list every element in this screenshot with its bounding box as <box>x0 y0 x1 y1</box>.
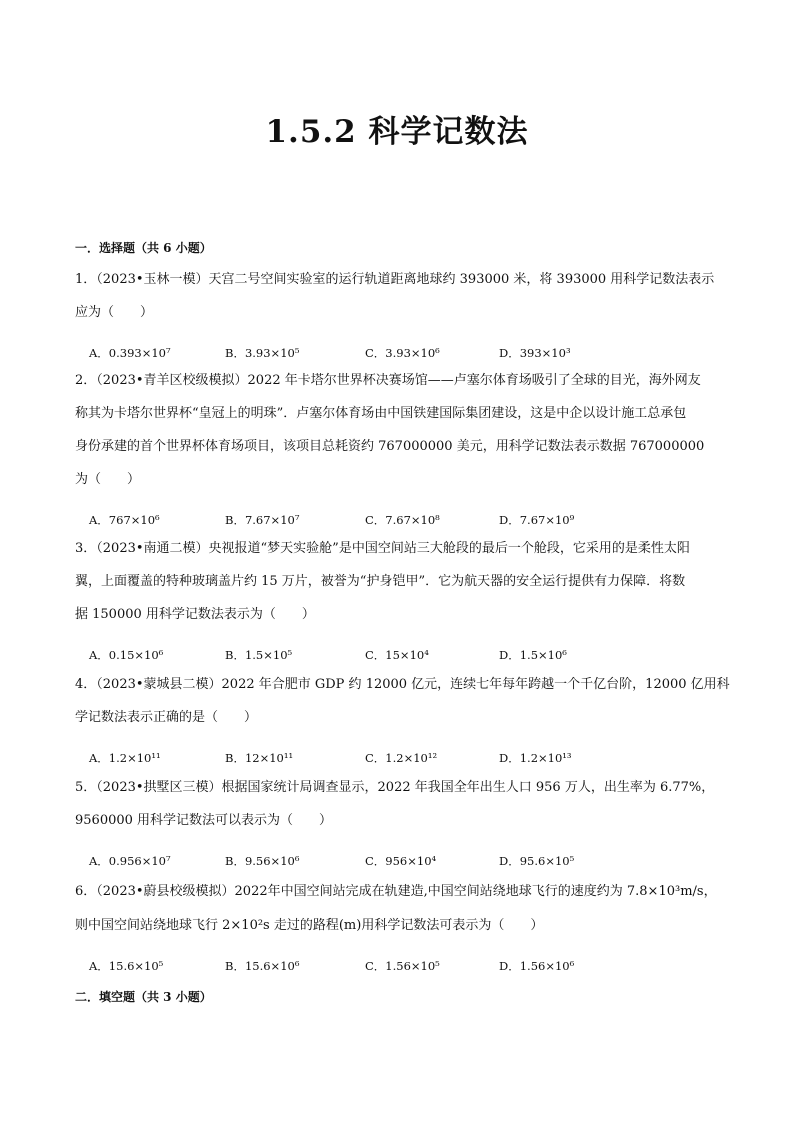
option-a: A．767×10⁶ <box>89 513 160 527</box>
question-2-line-1: 2．（2023•青羊区校级模拟）2022 年卡塔尔世界杯决赛场馆——卢塞尔体育场吸引了全球的目光，海外网友 <box>75 373 701 388</box>
option-c: C．3.93×10⁶ <box>365 346 440 360</box>
question-6-line-1: 6．（2023•蔚县校级模拟）2022年中国空间站完成在轨建造,中国空间站绕地球飞行的速度约为 7.8×10³m/s， <box>75 884 717 899</box>
question-2-line-4: 为（ ） <box>75 472 141 487</box>
option-a: A．0.956×10⁷ <box>89 854 171 868</box>
section-heading-fill-in: 二．填空题（共 3 小题） <box>75 990 212 1004</box>
question-1-line-2: 应为（ ） <box>75 305 154 320</box>
option-a: A．1.2×10¹¹ <box>89 751 161 765</box>
question-3-line-2: 翼，上面覆盖的特种玻璃盖片约 15 万片，被誉为“护身铠甲”．它为航天器的安全运行提供有力保障．将数 <box>75 574 686 589</box>
option-c: C．1.2×10¹² <box>365 751 438 765</box>
option-d: D．1.5×10⁶ <box>499 648 567 662</box>
question-6-line-2: 则中国空间站绕地球飞行 2×10²s 走过的路程(m)用科学记数法可表示为（ ） <box>75 918 544 933</box>
option-a: A．0.15×10⁶ <box>89 648 164 662</box>
option-b: B．9.56×10⁶ <box>225 854 300 868</box>
page-title: 1.5.2 科学记数法 <box>265 114 529 150</box>
option-c: C．1.56×10⁵ <box>365 959 440 973</box>
option-b: B．3.93×10⁵ <box>225 346 300 360</box>
option-c: C．7.67×10⁸ <box>365 513 440 527</box>
option-b: B．12×10¹¹ <box>225 751 294 765</box>
option-a: A．0.393×10⁷ <box>89 346 171 360</box>
question-5-line-2: 9560000 用科学记数法可以表示为（ ） <box>75 813 333 828</box>
question-1-line-1: 1．（2023•玉林一模）天宫二号空间实验室的运行轨道距离地球约 393000 米，将 393000 用科学记数法表示 <box>75 272 715 287</box>
option-d: D．7.67×10⁹ <box>499 513 575 527</box>
question-4-line-2: 学记数法表示正确的是（ ） <box>75 710 258 725</box>
option-c: C．956×10⁴ <box>365 854 437 868</box>
question-5-line-1: 5．（2023•拱墅区三模）根据国家统计局调查显示，2022 年我国全年出生人口 956 万人，出生率为 6.77%， <box>75 780 715 795</box>
option-a: A．15.6×10⁵ <box>89 959 164 973</box>
option-d: D．393×10³ <box>499 346 571 360</box>
option-b: B．7.67×10⁷ <box>225 513 300 527</box>
option-b: B．15.6×10⁶ <box>225 959 300 973</box>
question-3-line-1: 3．（2023•南通二模）央视报道“梦天实验舱”是中国空间站三大舱段的最后一个舱段，它采用的是柔性太阳 <box>75 541 690 556</box>
option-d: D．1.2×10¹³ <box>499 751 572 765</box>
question-3-line-3: 据 150000 用科学记数法表示为（ ） <box>75 607 315 622</box>
question-2-line-2: 称其为卡塔尔世界杯“皇冠上的明珠”．卢塞尔体育场由中国铁建国际集团建设，这是中企以设计施工总承包 <box>75 406 687 421</box>
question-2-line-3: 身份承建的首个世界杯体育场项目，该项目总耗资约 767000000 美元，用科学记数法表示数据 767000000 <box>75 439 705 454</box>
option-b: B．1.5×10⁵ <box>225 648 293 662</box>
option-c: C．15×10⁴ <box>365 648 429 662</box>
option-d: D．95.6×10⁵ <box>499 854 575 868</box>
section-heading-choice: 一．选择题（共 6 小题） <box>75 241 212 255</box>
question-4-line-1: 4．（2023•蒙城县二模）2022 年合肥市 GDP 约 12000 亿元，连续七年每年跨越一个千亿台阶，12000 亿用科 <box>75 677 730 692</box>
option-d: D．1.56×10⁶ <box>499 959 575 973</box>
